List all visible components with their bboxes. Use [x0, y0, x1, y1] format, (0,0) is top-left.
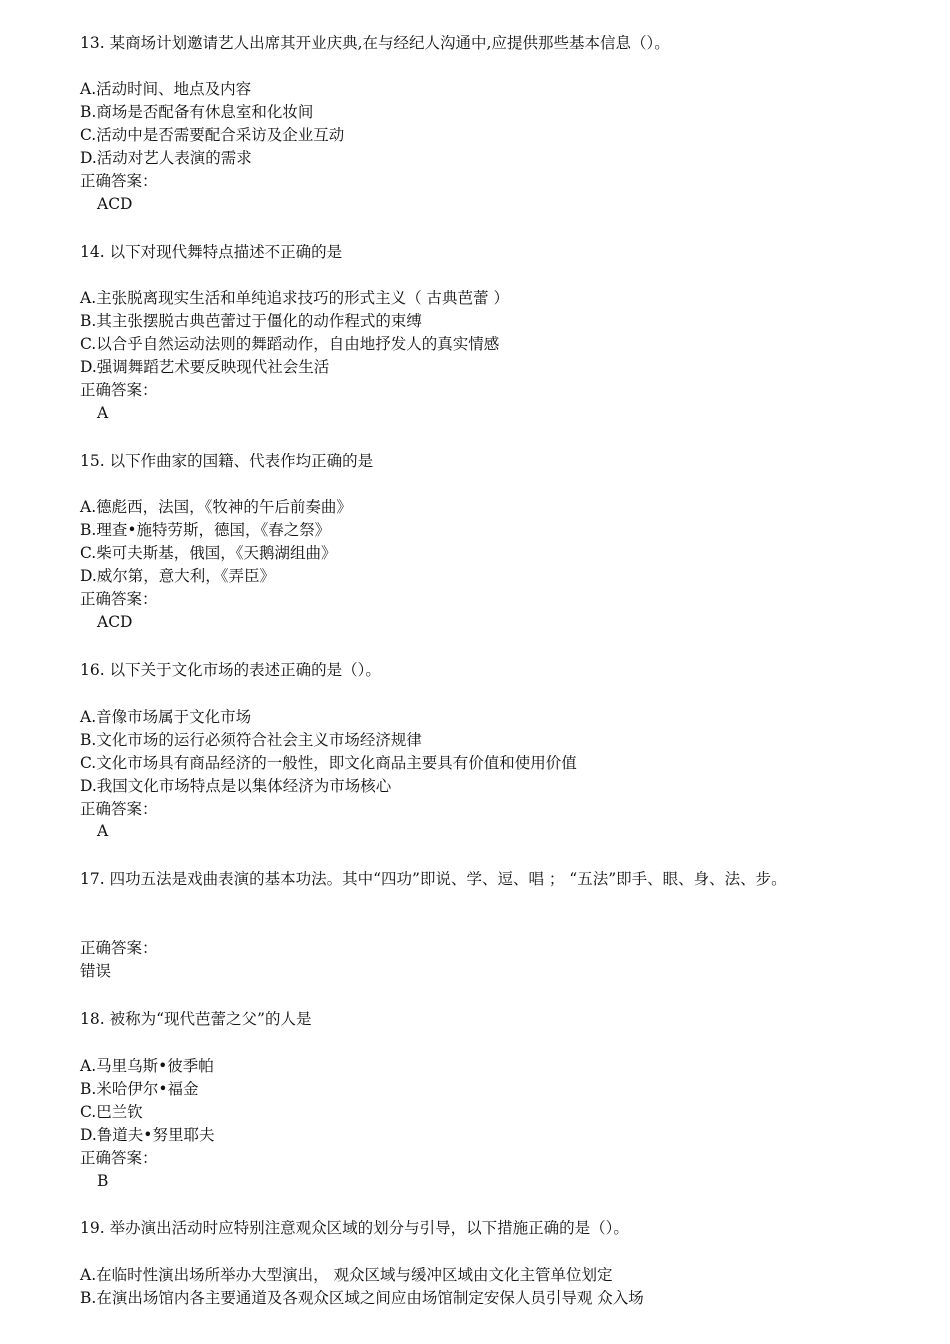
- question-15-option-b: B.理查•施特劳斯，德国，《春之祭》: [80, 521, 331, 539]
- question-13-option-c: C.活动中是否需要配合采访及企业互动: [80, 126, 345, 144]
- question-19-option-b: B.在演出场馆内各主要通道及各观众区域之间应由场馆制定安保人员引导观 众入场: [80, 1289, 644, 1307]
- question-14-answer-label: 正确答案：: [80, 381, 158, 399]
- question-15-stem: 15. 以下作曲家的国籍、代表作均正确的是: [80, 452, 374, 470]
- question-15-option-c: C.柴可夫斯基，俄国，《天鹅湖组曲》: [80, 544, 337, 562]
- question-16-option-a: A.音像市场属于文化市场: [80, 708, 252, 726]
- question-14-stem: 14. 以下对现代舞特点描述不正确的是: [80, 243, 343, 261]
- question-18-option-a: A.马里乌斯•彼季帕: [80, 1057, 214, 1075]
- question-16-option-c: C.文化市场具有商品经济的一般性，即文化商品主要具有价值和使用价值: [80, 754, 577, 772]
- question-16-option-d: D.我国文化市场特点是以集体经济为市场核心: [80, 777, 392, 795]
- question-13-option-a: A.活动时间、地点及内容: [80, 80, 252, 98]
- question-13-answer-label: 正确答案：: [80, 172, 158, 190]
- question-18-answer: B: [97, 1172, 109, 1190]
- question-14-option-b: B.其主张摆脱古典芭蕾过于僵化的动作程式的束缚: [80, 312, 422, 330]
- question-17-answer-label: 正确答案：: [80, 939, 158, 957]
- question-14-option-a: A.主张脱离现实生活和单纯追求技巧的形式主义（ 古典芭蕾 ）: [80, 289, 509, 307]
- question-15-option-d: D.威尔第，意大利，《弄臣》: [80, 567, 276, 585]
- question-14-answer: A: [97, 404, 109, 422]
- question-18-option-b: B.米哈伊尔•福金: [80, 1080, 199, 1098]
- question-15-option-a: A.德彪西，法国，《牧神的午后前奏曲》: [80, 498, 352, 516]
- question-15-answer-label: 正确答案：: [80, 590, 158, 608]
- question-16-option-b: B.文化市场的运行必须符合社会主义市场经济规律: [80, 731, 422, 749]
- question-17-stem: 17. 四功五法是戏曲表演的基本功法。其中“四功”即说、学、逗、唱 ； “五法”即手、眼、身、法、步。: [80, 870, 787, 888]
- question-17-answer: 错误: [80, 962, 112, 980]
- question-18-option-d: D.鲁道夫•努里耶夫: [80, 1126, 215, 1144]
- question-16-stem: 16. 以下关于文化市场的表述正确的是（）。: [80, 661, 381, 679]
- question-19-option-a: A.在临时性演出场所举办大型演出， 观众区域与缓冲区域由文化主管单位划定: [80, 1266, 613, 1284]
- question-18-stem: 18. 被称为“现代芭蕾之父”的人是: [80, 1010, 312, 1028]
- question-15-answer: ACD: [97, 613, 133, 631]
- question-13-option-d: D.活动对艺人表演的需求: [80, 149, 252, 167]
- question-19-stem: 19. 举办演出活动时应特别注意观众区域的划分与引导，以下措施正确的是（）。: [80, 1219, 629, 1237]
- question-13-option-b: B.商场是否配备有休息室和化妆间: [80, 103, 314, 121]
- question-14-option-d: D.强调舞蹈艺术要反映现代社会生活: [80, 358, 330, 376]
- question-18-option-c: C.巴兰钦: [80, 1103, 143, 1121]
- question-16-answer: A: [97, 822, 109, 840]
- question-13-stem: 13. 某商场计划邀请艺人出席其开业庆典,在与经纪人沟通中,应提供那些基本信息（）。: [80, 34, 670, 52]
- question-18-answer-label: 正确答案：: [80, 1149, 158, 1167]
- question-16-answer-label: 正确答案：: [80, 800, 158, 818]
- question-13-answer: ACD: [97, 195, 133, 213]
- question-14-option-c: C.以合乎自然运动法则的舞蹈动作，自由地抒发人的真实情感: [80, 335, 500, 353]
